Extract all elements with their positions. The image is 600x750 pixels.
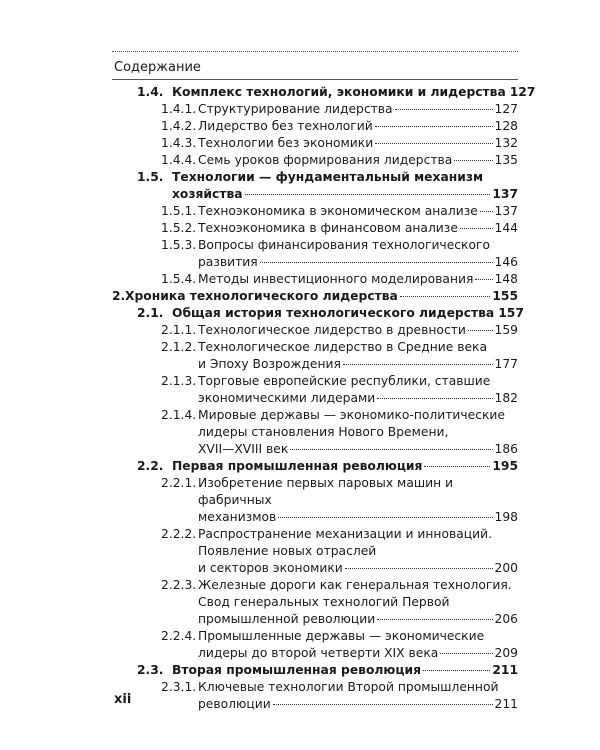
toc-entry-title-line: Вторая промышленная революция xyxy=(172,663,421,677)
toc-entry-title-line: Хроника технологического лидерства xyxy=(125,289,398,303)
dot-leader xyxy=(343,364,493,365)
dot-leader xyxy=(424,466,490,467)
toc-entry xyxy=(112,407,518,458)
toc-entry-title-line: и Эпоху Возрождения xyxy=(198,357,341,371)
toc-entry-title-line: Свод генеральных технологий Первой xyxy=(198,595,450,609)
toc-entry xyxy=(112,288,518,305)
toc-entry-page: 195 xyxy=(492,459,518,473)
toc-entry-page: 127 xyxy=(494,102,518,116)
toc-entry-title-line: Распространение механизации и инноваций. xyxy=(198,527,493,541)
toc-entry-page: 211 xyxy=(492,663,518,677)
toc-entry-title-line: лидеры становления Нового Времени, xyxy=(198,425,449,439)
toc-entry xyxy=(112,152,518,169)
toc-entry-title-line: Комплекс технологий, экономики и лидерства xyxy=(172,85,506,99)
toc-entry-page: 209 xyxy=(494,646,518,660)
dot-leader xyxy=(440,653,492,654)
toc-entry-number: 2.2. xyxy=(137,459,164,473)
toc-entry-page: 137 xyxy=(494,204,518,218)
toc-entry-page: 144 xyxy=(494,221,518,235)
dot-leader xyxy=(475,279,492,280)
toc-entry-number: 2.2.3. xyxy=(161,578,197,592)
toc-entry xyxy=(112,203,518,220)
toc-entry-page: 211 xyxy=(494,697,518,711)
dot-leader xyxy=(400,296,491,297)
toc-entry-number: 2. xyxy=(112,289,126,303)
toc-entry-page: 137 xyxy=(492,187,518,201)
toc-entry-number: 1.4. xyxy=(137,85,164,99)
dot-leader xyxy=(460,228,493,229)
dot-leader xyxy=(273,704,493,705)
toc-entry xyxy=(112,475,518,526)
toc-entry-page: 200 xyxy=(494,561,518,575)
toc-entry-title-line: Технологическое лидерство в древности xyxy=(198,323,466,337)
toc-entry-title-line: Первая промышленная революция xyxy=(172,459,423,473)
toc-entry-title-line: Торговые европейские республики, ставшие xyxy=(198,374,491,388)
dot-leader xyxy=(377,398,492,399)
toc-entry-title-line: Техноэкономика в финансовом анализе xyxy=(198,221,458,235)
toc-entry-page: 132 xyxy=(494,136,518,150)
toc-entry-page: 157 xyxy=(498,306,524,320)
toc-entry xyxy=(112,322,518,339)
toc-entry-page: 155 xyxy=(492,289,518,303)
toc-entry xyxy=(112,458,518,475)
toc-entry-page: 159 xyxy=(494,323,518,337)
toc-entry-page: 186 xyxy=(494,442,518,456)
toc-entry-title-line: экономическими лидерами xyxy=(198,391,376,405)
toc-entry-page: 127 xyxy=(509,85,536,99)
toc-entry xyxy=(112,339,518,373)
toc-entry-title-line: Технологии — фундаментальный механизм xyxy=(172,170,484,184)
toc-entry-number: 1.5. xyxy=(137,170,164,184)
toc-entry-number: 2.2.1. xyxy=(161,476,197,490)
book-page xyxy=(112,42,536,742)
table-of-contents xyxy=(112,84,536,713)
toc-entry xyxy=(112,305,524,322)
toc-entry-title-line: революции xyxy=(198,697,271,711)
dot-leader xyxy=(375,126,493,127)
dot-leader xyxy=(395,109,493,110)
dot-leader xyxy=(375,143,492,144)
toc-entry-number: 2.1.2. xyxy=(161,340,197,354)
toc-entry-title-line: промышленной революции xyxy=(198,612,376,626)
toc-entry-title-line: Структурирование лидерства xyxy=(198,102,393,116)
toc-entry-title-line: механизмов xyxy=(198,510,277,524)
toc-entry-number: 2.2.2. xyxy=(161,527,197,541)
toc-entry-title-line: Появление новых отраслей xyxy=(198,544,377,558)
toc-entry-number: 2.2.4. xyxy=(161,629,197,643)
toc-entry-title-line: Лидерство без технологий xyxy=(198,119,373,133)
header-rule-top xyxy=(112,51,518,52)
toc-entry xyxy=(112,84,536,101)
toc-entry xyxy=(112,101,518,118)
toc-entry-number: 1.5.1. xyxy=(161,204,197,218)
toc-entry-number: 1.4.3. xyxy=(161,136,197,150)
toc-entry-title-line: Технологии без экономики xyxy=(198,136,374,150)
toc-entry-title-line: Ключевые технологии Второй промышленной xyxy=(198,680,499,694)
toc-entry xyxy=(112,526,518,577)
toc-entry xyxy=(112,237,518,271)
toc-entry-title-line: хозяйства xyxy=(172,187,243,201)
toc-entry-title-line: Техноэкономика в экономическом анализе xyxy=(198,204,478,218)
toc-entry xyxy=(112,373,518,407)
toc-entry-number: 2.1. xyxy=(137,306,164,320)
toc-entry-title-line: Методы инвестиционного моделирования xyxy=(198,272,474,286)
toc-entry-number: 1.4.2. xyxy=(161,119,197,133)
toc-entry-title-line: Изобретение первых паровых машин и фабричных xyxy=(198,476,454,507)
toc-entry-title-line: XVII—XVIII век xyxy=(198,442,289,456)
dot-leader xyxy=(278,517,492,518)
toc-entry-title-line: лидеры до второй четверти XIX века xyxy=(198,646,439,660)
toc-entry-number: 2.1.3. xyxy=(161,374,197,388)
dot-leader xyxy=(454,160,492,161)
toc-entry-title-line: Вопросы финансирования технологического xyxy=(198,238,490,252)
toc-entry-number: 2.1.1. xyxy=(161,323,197,337)
dot-leader xyxy=(260,262,493,263)
toc-entry-page: 128 xyxy=(494,119,518,133)
toc-entry-title-line: Промышленные державы — экономические xyxy=(198,629,485,643)
dot-leader xyxy=(423,670,490,671)
toc-entry xyxy=(112,679,518,713)
toc-entry-number: 1.4.4. xyxy=(161,153,197,167)
dot-leader xyxy=(480,211,493,212)
toc-entry-page: 182 xyxy=(494,391,518,405)
toc-entry-title-line: Мировые державы — экономико-политические xyxy=(198,408,505,422)
toc-entry-number: 1.5.2. xyxy=(161,221,197,235)
dot-leader xyxy=(345,568,493,569)
toc-entry xyxy=(112,271,518,288)
toc-entry-title-line: развития xyxy=(198,255,258,269)
toc-entry-number: 1.5.3. xyxy=(161,238,197,252)
toc-entry xyxy=(112,135,518,152)
toc-entry-number: 1.4.1. xyxy=(161,102,197,116)
toc-entry-page: 206 xyxy=(494,612,518,626)
toc-entry-page: 148 xyxy=(494,272,518,286)
toc-entry-title-line: и секторов экономики xyxy=(198,561,343,575)
toc-entry xyxy=(112,662,518,679)
page-number: xii xyxy=(114,692,132,707)
toc-entry-number: 1.5.4. xyxy=(161,272,197,286)
toc-entry-number: 2.3.1. xyxy=(161,680,197,694)
toc-entry-title-line: Технологическое лидерство в Средние века xyxy=(198,340,487,354)
page-header: Содержание xyxy=(114,60,201,75)
toc-entry xyxy=(112,118,518,135)
toc-entry-page: 135 xyxy=(494,153,518,167)
toc-entry-number: 2.1.4. xyxy=(161,408,197,422)
toc-entry-page: 146 xyxy=(494,255,518,269)
toc-entry-page: 198 xyxy=(494,510,518,524)
dot-leader xyxy=(468,330,493,331)
toc-entry xyxy=(112,577,518,628)
toc-entry-number: 2.3. xyxy=(137,663,164,677)
dot-leader xyxy=(290,449,492,450)
dot-leader xyxy=(377,619,492,620)
dot-leader xyxy=(245,194,491,195)
toc-entry-title-line: Железные дороги как генеральная технология. xyxy=(198,578,512,592)
header-rule-bottom xyxy=(112,79,518,80)
toc-entry xyxy=(112,628,518,662)
toc-entry-title-line: Общая история технологического лидерства xyxy=(172,306,495,320)
toc-entry-page: 177 xyxy=(494,357,518,371)
toc-entry xyxy=(112,169,518,203)
toc-entry-title-line: Семь уроков формирования лидерства xyxy=(198,153,453,167)
toc-entry xyxy=(112,220,518,237)
